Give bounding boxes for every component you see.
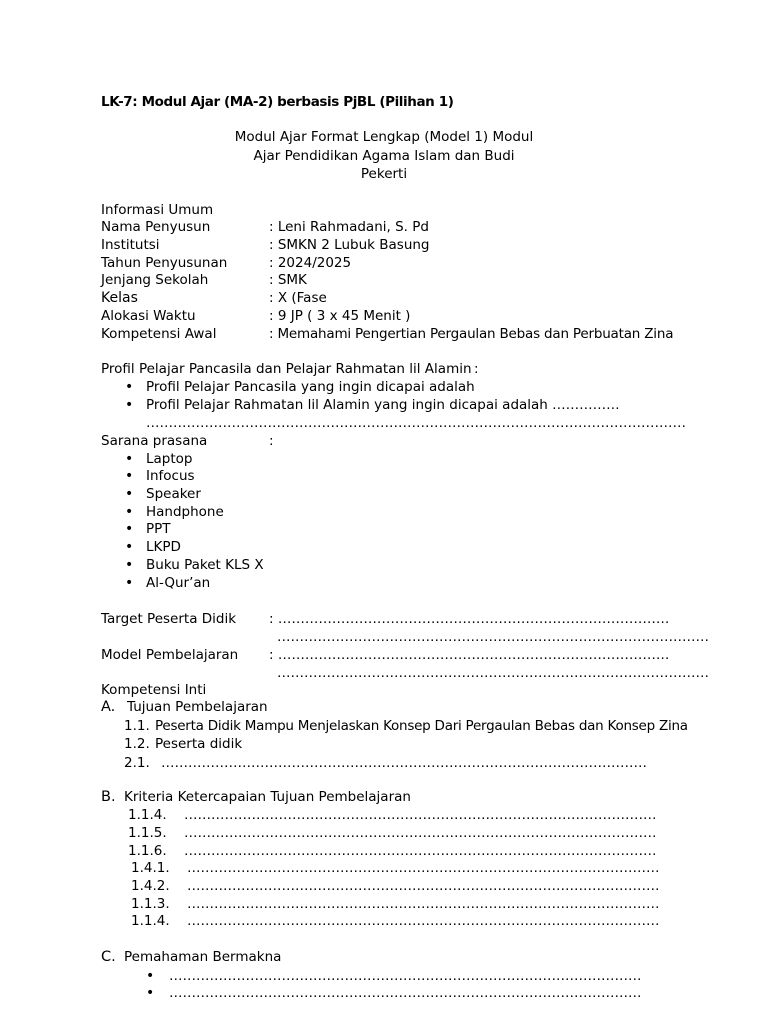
c-item-text: ……………………………………………………………………………………………: [169, 968, 642, 984]
a-item-text: Peserta didik: [155, 736, 243, 752]
bullet-dot: •: [125, 397, 134, 413]
info-value: : X (Fase: [269, 290, 327, 306]
info-label: Institutsi: [101, 237, 160, 253]
profil-continuation: …………………………………………………………………………………………………………: [146, 415, 686, 431]
info-value: : SMKN 2 Lubuk Basung: [269, 237, 430, 253]
target-value: : ……………………………………………………………………………: [269, 611, 670, 627]
section-a-label: A.: [101, 699, 116, 715]
b-item-text: ……………………………………………………………………………………………: [187, 878, 660, 894]
bullet-dot: •: [146, 968, 155, 984]
info-value: : 2024/2025: [269, 255, 352, 271]
doc-title-line-1: Modul Ajar Format Lengkap (Model 1) Modul: [234, 129, 534, 145]
bullet-dot: •: [125, 379, 134, 395]
sarana-item: Buku Paket KLS X: [146, 557, 264, 573]
a-item-num: 2.1.: [124, 755, 150, 771]
profil-item: Profil Pelajar Pancasila yang ingin dicapai adalah: [146, 379, 475, 395]
section-b-title: Kriteria Ketercapaian Tujuan Pembelajaran: [124, 789, 411, 805]
b-item-num: 1.1.4.: [131, 913, 170, 929]
bullet-dot: •: [125, 451, 134, 467]
sarana-item: PPT: [146, 521, 171, 537]
target-label: Target Peserta Didik: [101, 611, 237, 627]
b-item-num: 1.1.6.: [128, 843, 167, 859]
info-label: Kelas: [101, 290, 138, 306]
section-c-label: C.: [101, 949, 116, 965]
a-item-text: Peserta Didik Mampu Menjelaskan Konsep Dari Pergaulan Bebas dan Konsep Zina: [155, 718, 688, 734]
profil-colon: :: [474, 361, 479, 377]
model-continuation: ……………………………………………………………………………………: [277, 665, 709, 681]
kompetensi-heading: Kompetensi Inti: [101, 682, 207, 698]
info-value: : SMK: [269, 272, 307, 288]
model-label: Model Pembelajaran: [101, 647, 239, 663]
b-item-num: 1.1.3.: [131, 896, 170, 912]
b-item-num: 1.4.1.: [131, 860, 170, 876]
profil-item: Profil Pelajar Rahmatan lil Alamin yang ingin dicapai adalah ……………: [146, 397, 620, 413]
sarana-item: Al-Qur’an: [146, 575, 211, 591]
sarana-item: Infocus: [146, 468, 195, 484]
section-c-title: Pemahaman Bermakna: [124, 949, 282, 965]
sarana-heading: Sarana prasana: [101, 433, 208, 449]
info-label: Nama Penyusun: [101, 219, 211, 235]
b-item-text: ……………………………………………………………………………………………: [187, 860, 660, 876]
target-continuation: ……………………………………………………………………………………: [277, 629, 709, 645]
bullet-dot: •: [125, 557, 134, 573]
b-item-num: 1.1.4.: [128, 807, 167, 823]
c-item-text: ……………………………………………………………………………………………: [169, 985, 642, 1001]
lk-title: LK-7: Modul Ajar (MA-2) berbasis PjBL (Pilihan 1): [101, 94, 454, 110]
sarana-item: Handphone: [146, 504, 224, 520]
b-item-text: ……………………………………………………………………………………………: [184, 807, 657, 823]
doc-title-line-3: Pekerti: [360, 166, 408, 182]
info-label: Jenjang Sekolah: [101, 272, 209, 288]
bullet-dot: •: [125, 521, 134, 537]
sarana-item: Laptop: [146, 451, 193, 467]
sarana-item: Speaker: [146, 486, 201, 502]
a-item-text: ………………………………………………………………………………………………: [161, 755, 647, 771]
bullet-dot: •: [125, 486, 134, 502]
model-value: : ……………………………………………………………………………: [269, 647, 670, 663]
doc-title-line-2: Ajar Pendidikan Agama Islam dan Budi: [253, 148, 515, 164]
b-item-text: ……………………………………………………………………………………………: [187, 896, 660, 912]
info-value: : 9 JP ( 3 x 45 Menit ): [269, 308, 411, 324]
info-label: Tahun Penyusunan: [101, 255, 228, 271]
b-item-text: ……………………………………………………………………………………………: [187, 913, 660, 929]
bullet-dot: •: [125, 539, 134, 555]
section-a-title: Tujuan Pembelajaran: [127, 699, 268, 715]
bullet-dot: •: [125, 504, 134, 520]
info-label: Alokasi Waktu: [101, 308, 196, 324]
info-value: : Leni Rahmadani, S. Pd: [269, 219, 429, 235]
b-item-text: ……………………………………………………………………………………………: [184, 825, 657, 841]
sarana-item: LKPD: [146, 539, 181, 555]
info-heading: Informasi Umum: [101, 202, 214, 218]
a-item-num: 1.2.: [124, 736, 150, 752]
bullet-dot: •: [125, 575, 134, 591]
sarana-colon: :: [269, 433, 274, 449]
b-item-num: 1.4.2.: [131, 878, 170, 894]
profil-heading: Profil Pelajar Pancasila dan Pelajar Rahmatan lil Alamin: [101, 361, 472, 377]
a-item-num: 1.1.: [124, 718, 150, 734]
b-item-num: 1.1.5.: [128, 825, 167, 841]
bullet-dot: •: [146, 985, 155, 1001]
b-item-text: ……………………………………………………………………………………………: [184, 843, 657, 859]
bullet-dot: •: [125, 468, 134, 484]
section-b-label: B.: [101, 789, 116, 805]
info-label: Kompetensi Awal: [101, 326, 217, 342]
info-value: : Memahami Pengertian Pergaulan Bebas dan Perbuatan Zina: [269, 326, 674, 342]
